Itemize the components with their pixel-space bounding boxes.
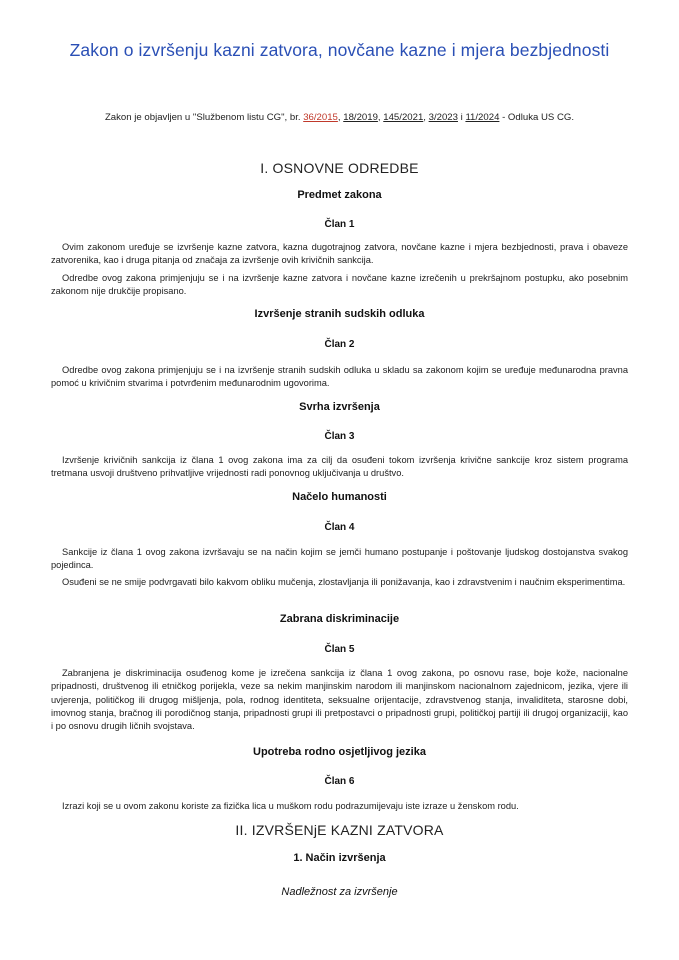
subsection-heading-nacin: 1. Način izvršenja xyxy=(293,852,386,864)
part-heading-2: II. IZVRŠENjE KAZNI ZATVORA xyxy=(235,822,444,838)
publication-separator: i xyxy=(457,112,466,123)
part-heading-1: I. OSNOVNE ODREDBE xyxy=(260,160,419,176)
article-6-paragraph-1: Izrazi koji se u ovom zakonu koriste za fizička lica u muškom rodu podrazumijevaju iste izraze u ženskom rodu. xyxy=(62,801,519,811)
gazette-link-3-2023[interactable]: 3/2023 xyxy=(428,112,458,123)
section-heading-humanost: Načelo humanosti xyxy=(292,491,387,503)
gazette-link-36-2015[interactable]: 36/2015 xyxy=(303,112,338,123)
gazette-link-11-2024[interactable]: 11/2024 xyxy=(465,112,500,123)
article-number-1: Član 1 xyxy=(324,219,355,230)
section-heading-diskriminacija: Zabrana diskriminacije xyxy=(279,613,400,625)
section-heading-strane-odluke: Izvršenje stranih sudskih odluka xyxy=(254,308,425,320)
publication-prefix: Zakon je objavljen u "Službenom listu CG", br. xyxy=(104,112,304,123)
article-2-paragraph-1: Odredbe ovog zakona primjenjuju se i na izvršenje stranih sudskih odluka u skladu sa zakonom kojim se uređuje međunarodna pravna pomoć u krivičnim stvarima i potvrđenim međunarodnim ugovorima. xyxy=(51,365,628,389)
document-title: Zakon o izvršenju kazni zatvora, novčane kazne i mjera bezbjednosti xyxy=(69,40,610,60)
article-number-3: Član 3 xyxy=(324,431,355,442)
article-5-paragraph-1: Zabranjena je diskriminacija osuđenog kome je izrečena sankcija iz člana 1 ovog zakona, po osnovu rase, boje kože, nacionalne pripadnosti, društvenog ili etničkog porijekla, veze sa nekim manjinskim narodom ili manjinskom nacionalnom zajednicom, jezika, vjere ili uvjerenja, političkog ili drugog mišljenja, pola, rodnog identiteta, seksualne orijentacije, zdravstvenog stanja, invaliditeta, starosne dobi, imovnog stanja, bračnog ili porodičnog stanja, pripadnosti grupi ili pretpostavci o pripadnosti grupi, političkoj partiji ili drugoj organizaciji, kao i po osnovu drugih ličnih svojstava. xyxy=(51,668,628,732)
article-number-4: Član 4 xyxy=(324,522,355,533)
article-number-5: Član 5 xyxy=(324,644,355,655)
article-1-paragraph-1: Ovim zakonom uređuje se izvršenje kazne zatvora, kazna dugotrajnog zatvora, novčane kazne i mjera bezbjednosti, prava i obaveze zatvorenika, kao i druga pitanja od značaja za izvršenje ovih krivičnih sankcija. xyxy=(51,242,628,266)
gazette-link-18-2019[interactable]: 18/2019 xyxy=(343,112,378,123)
article-1-paragraph-2: Odredbe ovog zakona primjenjuju se i na izvršenje kazne zatvora i novčane kazne izrečenih u prekršajnom postupku, ako posebnim zakonom nije drukčije propisano. xyxy=(51,273,628,297)
section-heading-svrha: Svrha izvršenja xyxy=(299,401,380,413)
article-4-paragraph-1: Sankcije iz člana 1 ovog zakona izvršavaju se na način kojim se jemči humano postupanje i poštovanje ljudskog dostojanstva svakog pojedinca. xyxy=(51,547,628,571)
article-3-paragraph-1: Izvršenje krivičnih sankcija iz člana 1 ovog zakona ima za cilj da osuđeni tokom izvršenja krivične sankcije kroz sistem programa tretmana usvoji društveno prihvatljive vrijednosti radi ponovnog uključivanja u društvo. xyxy=(51,455,628,479)
subsection-italic-heading: Nadležnost za izvršenje xyxy=(281,886,398,898)
gazette-link-145-2021[interactable]: 145/2021 xyxy=(383,112,424,123)
article-4-paragraph-2: Osuđeni se ne smije podvrgavati bilo kakvom obliku mučenja, zlostavljanja ili ponižavanja, kao i zdravstvenim i naučnim eksperimentima. xyxy=(62,577,626,587)
publication-suffix: - Odluka US CG. xyxy=(499,112,575,123)
publication-separator: , xyxy=(337,112,344,123)
publication-separator: , xyxy=(423,112,429,123)
section-heading-predmet: Predmet zakona xyxy=(297,189,382,201)
article-number-6: Član 6 xyxy=(324,776,355,787)
section-heading-rodni-jezik: Upotreba rodno osjetljivog jezika xyxy=(253,746,426,758)
article-number-2: Član 2 xyxy=(324,339,355,350)
publication-note xyxy=(0,112,679,123)
publication-separator: , xyxy=(377,112,384,123)
